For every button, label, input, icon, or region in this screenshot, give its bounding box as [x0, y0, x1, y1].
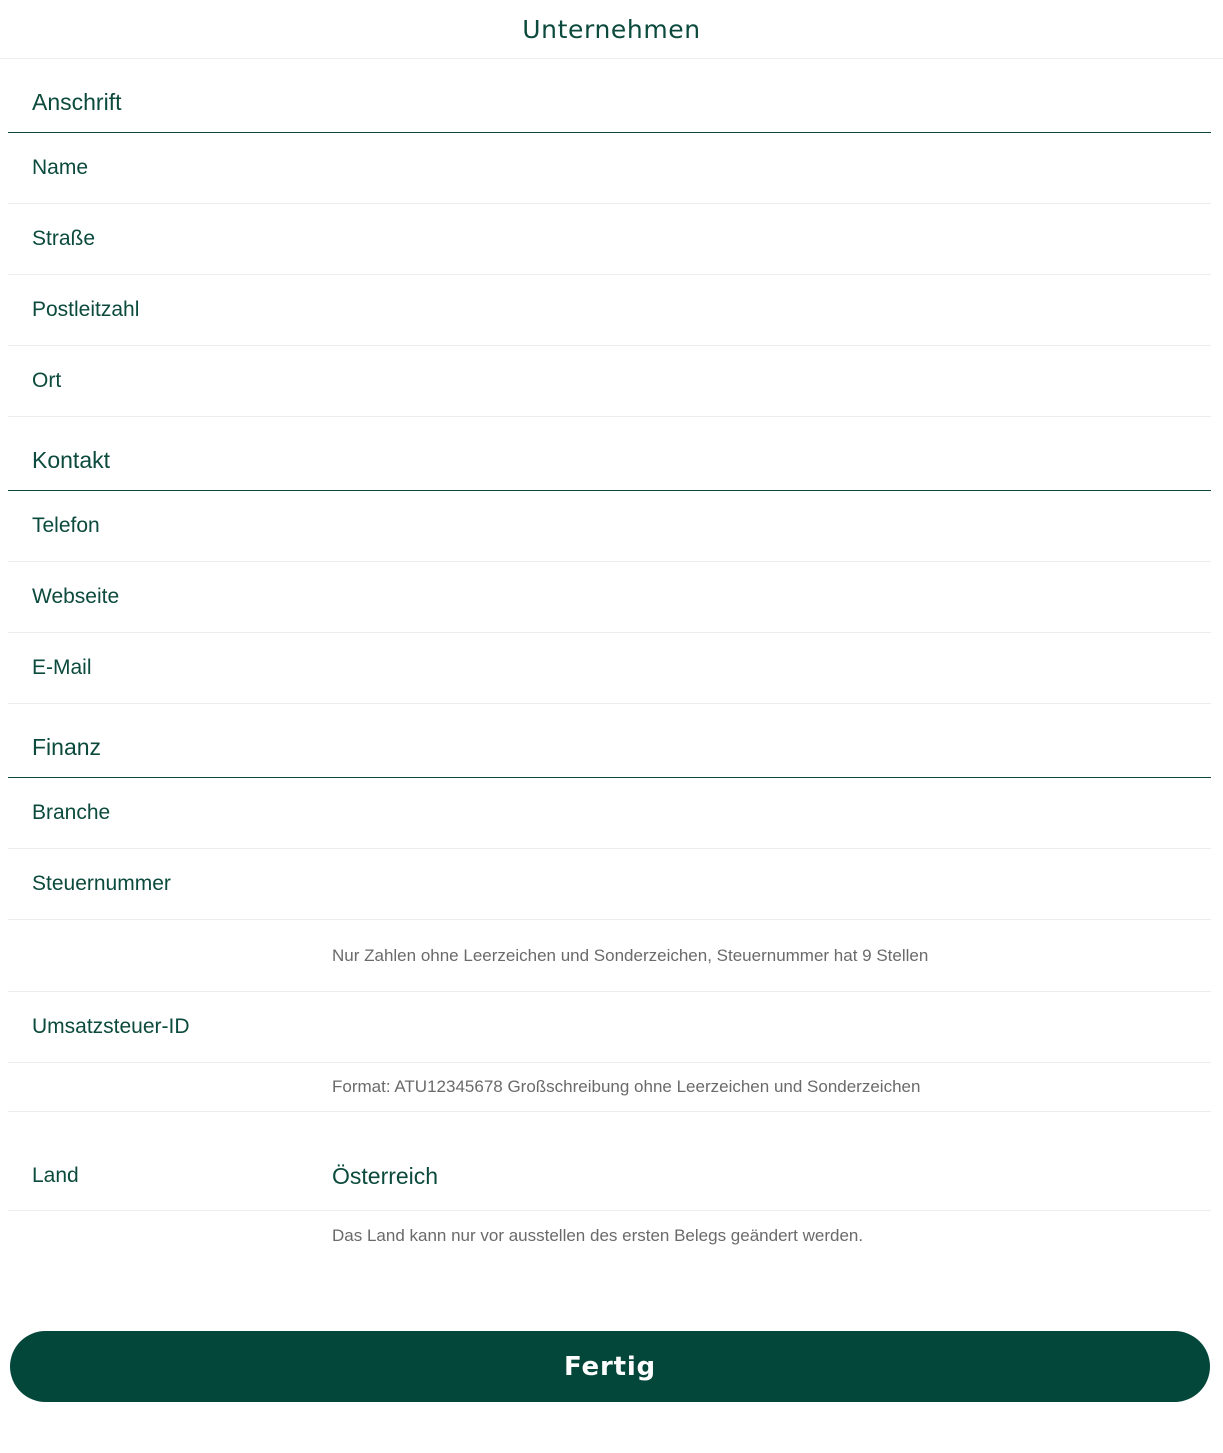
field-label: Branche — [32, 801, 111, 824]
form-row-webseite[interactable] — [8, 562, 1211, 633]
industry-input[interactable] — [332, 778, 1211, 848]
form-row-ust-id[interactable] — [8, 992, 1211, 1063]
company-form — [8, 59, 1211, 1261]
done-button-label: Fertig — [564, 1351, 656, 1382]
section-title: Kontakt — [32, 447, 110, 473]
page-title: Unternehmen — [522, 14, 701, 44]
field-label: Land — [32, 1164, 79, 1187]
field-label: Webseite — [32, 585, 120, 608]
phone-input[interactable] — [332, 491, 1211, 561]
field-label: Postleitzahl — [32, 298, 140, 321]
form-row-strasse[interactable] — [8, 204, 1211, 275]
email-input[interactable] — [332, 633, 1211, 703]
form-row-branche[interactable] — [8, 778, 1211, 849]
field-label: Telefon — [32, 514, 100, 537]
field-label: Steuernummer — [32, 872, 171, 895]
field-label: Straße — [32, 227, 96, 250]
country-hint — [8, 1211, 1211, 1261]
form-row-name[interactable] — [8, 133, 1211, 204]
tax-number-input[interactable] — [332, 849, 1211, 919]
field-label: E-Mail — [32, 656, 92, 679]
city-input[interactable] — [332, 346, 1211, 416]
hint-text: Nur Zahlen ohne Leerzeichen und Sonderzeichen, Steuernummer hat 9 Stellen — [332, 945, 929, 965]
field-label: Umsatzsteuer-ID — [32, 1015, 190, 1038]
field-label: Name — [32, 156, 89, 179]
name-input[interactable] — [332, 133, 1211, 203]
tax-number-hint — [8, 920, 1211, 992]
section-title: Anschrift — [32, 89, 122, 115]
top-bar — [0, 0, 1223, 59]
website-input[interactable] — [332, 562, 1211, 632]
hint-text: Das Land kann nur vor ausstellen des ersten Belegs geändert werden. — [332, 1226, 864, 1245]
hint-text: Format: ATU12345678 Großschreibung ohne Leerzeichen und Sonderzeichen — [332, 1077, 921, 1096]
vat-id-input[interactable] — [332, 992, 1211, 1062]
section-header-finanz — [8, 704, 1211, 778]
field-label: Ort — [32, 369, 62, 392]
done-button[interactable] — [10, 1331, 1210, 1402]
form-row-postleitzahl[interactable] — [8, 275, 1211, 346]
country-value[interactable]: Österreich — [332, 1162, 439, 1189]
postal-code-input[interactable] — [332, 275, 1211, 345]
street-input[interactable] — [332, 204, 1211, 274]
form-row-land[interactable] — [8, 1112, 1211, 1211]
form-row-email[interactable] — [8, 633, 1211, 704]
form-row-steuernummer[interactable] — [8, 849, 1211, 920]
form-row-ort[interactable] — [8, 346, 1211, 417]
section-header-anschrift — [8, 59, 1211, 133]
section-title: Finanz — [32, 734, 102, 760]
section-header-kontakt — [8, 417, 1211, 491]
vat-id-hint — [8, 1063, 1211, 1112]
form-row-telefon[interactable] — [8, 491, 1211, 562]
